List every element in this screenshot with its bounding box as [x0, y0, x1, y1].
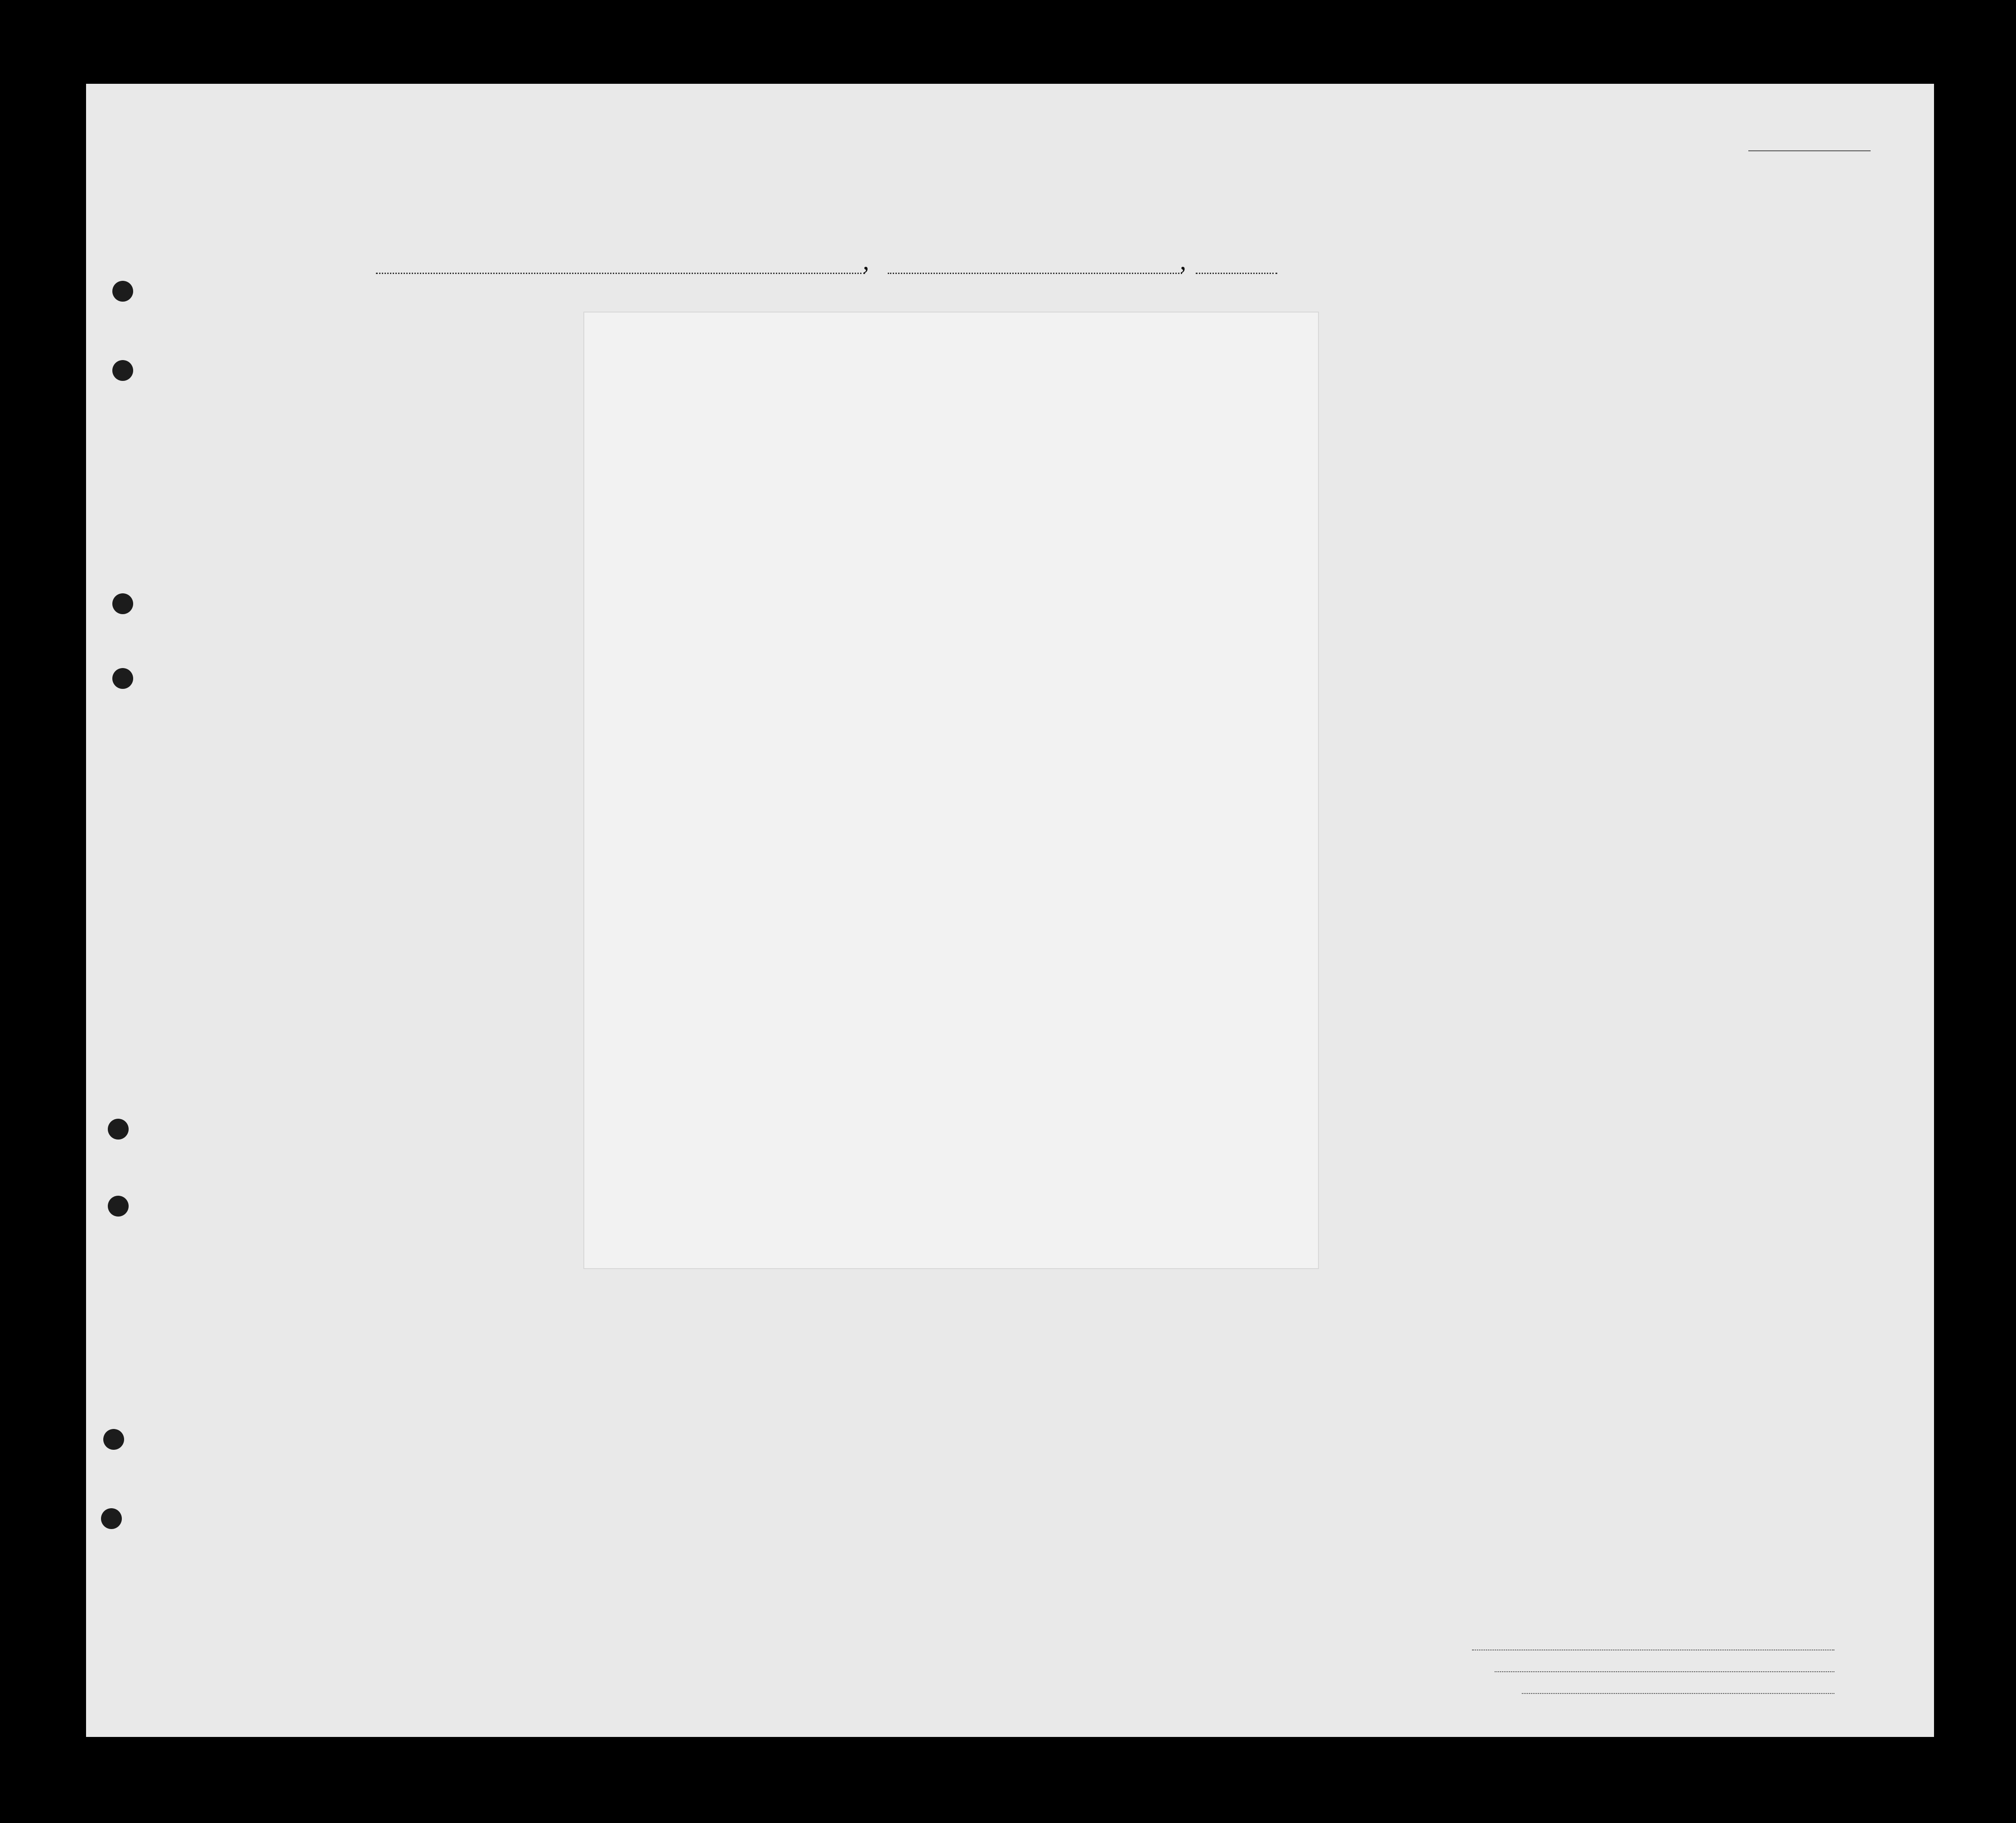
footer-agents-field — [1522, 1693, 1834, 1694]
footer-owners-field — [1495, 1671, 1834, 1672]
comma: , — [863, 247, 869, 275]
comma: , — [1180, 247, 1186, 275]
